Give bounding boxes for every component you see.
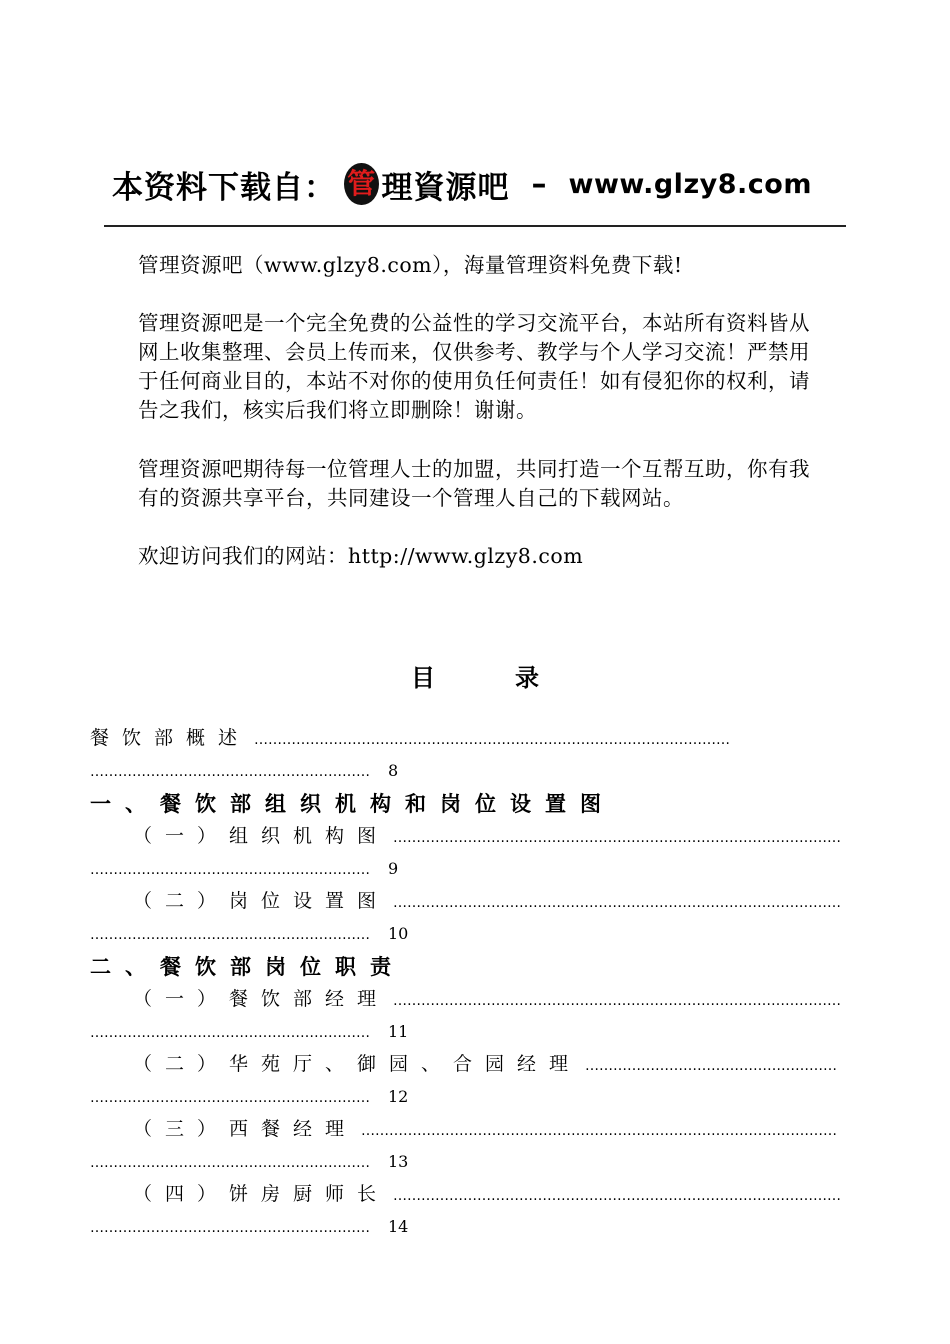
toc-entry[interactable] — [133, 820, 893, 852]
toc-leader: …………………………………………………… — [90, 1090, 370, 1106]
toc-entry-label: （一）餐饮部经理 — [133, 988, 390, 1010]
toc-entry-continuation — [90, 852, 850, 884]
toc-entry-label: （四）饼房厨师长 — [133, 1183, 390, 1205]
toc-entry-label: （二）岗位设置图 — [133, 890, 390, 912]
banner-divider — [104, 225, 846, 227]
toc-leader: …………………………………………………… — [90, 862, 370, 878]
toc-entry-continuation — [90, 1015, 850, 1047]
toc-entry[interactable] — [133, 885, 893, 917]
banner-prefix: 本资料下载自： — [112, 169, 336, 206]
toc-section-label: 二、餐饮部岗位职责 — [90, 955, 405, 979]
toc-page-number: 10 — [388, 924, 409, 943]
toc-leader: …………………………………………………………………………………… — [393, 895, 842, 911]
toc-entry-label: （三）西餐经理 — [133, 1118, 358, 1140]
toc-entry[interactable] — [90, 722, 850, 754]
toc-leader: …………………………………………………… — [90, 1155, 370, 1171]
intro-paragraph-4: 欢迎访问我们的网站：http://www.glzy8.com — [138, 544, 584, 568]
toc-entry-continuation — [90, 754, 850, 786]
toc-page-number: 9 — [388, 859, 399, 878]
intro-paragraph-1: 管理资源吧（www.glzy8.com），海量管理资料免费下载! — [138, 253, 683, 277]
toc-entry[interactable] — [133, 1048, 893, 1080]
site-logo-icon: 管 — [344, 163, 379, 205]
toc-leader: …………………………………………………… — [90, 1220, 370, 1236]
toc-title: 目录 — [411, 663, 619, 692]
toc-entry-label: （一）组织机构图 — [133, 825, 390, 847]
toc-leader: …………………………………………………… — [90, 1025, 370, 1041]
toc-entry[interactable] — [133, 1178, 893, 1210]
toc-section-heading[interactable] — [90, 951, 850, 983]
toc-page-number: 12 — [388, 1087, 409, 1106]
intro-paragraph-2: 管理资源吧是一个完全免费的公益性的学习交流平台，本站所有资料皆从网上收集整理、会员上传而来，仅供参考、教学与个人学习交流！严禁用于任何商业目的，本站不对你的使用负任何责任！如有侵犯你的权利，请告之我们，核实后我们将立即删除！谢谢。 — [138, 311, 810, 422]
toc-page-number: 13 — [388, 1152, 409, 1171]
toc-entry-label: （二）华苑厅、御园、合园经理 — [133, 1053, 582, 1075]
toc-leader: …………………………………………………………………………………… — [393, 993, 842, 1009]
toc-entry-continuation — [90, 1145, 850, 1177]
toc-leader: ………………………………………………………………………………………… — [254, 732, 731, 748]
toc-entry[interactable] — [133, 1113, 893, 1145]
toc-entry-continuation — [90, 1210, 850, 1242]
toc-section-heading[interactable] — [90, 788, 850, 820]
toc-entry-continuation — [90, 917, 850, 949]
banner-dash: – — [531, 166, 547, 202]
toc-section-label: 一、餐饮部组织机构和岗位设置图 — [90, 792, 615, 816]
toc-leader: ……………………………………………… — [585, 1058, 838, 1074]
toc-leader: …………………………………………………… — [90, 764, 370, 780]
download-banner — [112, 158, 812, 210]
banner-site-name: 理資源吧 — [381, 169, 510, 206]
toc-entry-label: 餐饮部概述 — [90, 727, 251, 749]
toc-page-number: 8 — [388, 761, 399, 780]
toc-page-number: 14 — [388, 1217, 409, 1236]
intro-paragraph-3: 管理资源吧期待每一位管理人士的加盟，共同打造一个互帮互助，你有我有的资源共享平台，共同建设一个管理人自己的下载网站。 — [138, 457, 810, 510]
toc-leader: ………………………………………………………………………………………… — [361, 1123, 838, 1139]
banner-url: www.glzy8.com — [568, 168, 812, 200]
toc-leader: …………………………………………………… — [90, 927, 370, 943]
toc-leader: …………………………………………………………………………………… — [393, 830, 842, 846]
toc-leader: …………………………………………………………………………………… — [393, 1188, 842, 1204]
toc-entry[interactable] — [133, 983, 893, 1015]
toc-entry-continuation — [90, 1080, 850, 1112]
toc-page-number: 11 — [388, 1022, 409, 1041]
